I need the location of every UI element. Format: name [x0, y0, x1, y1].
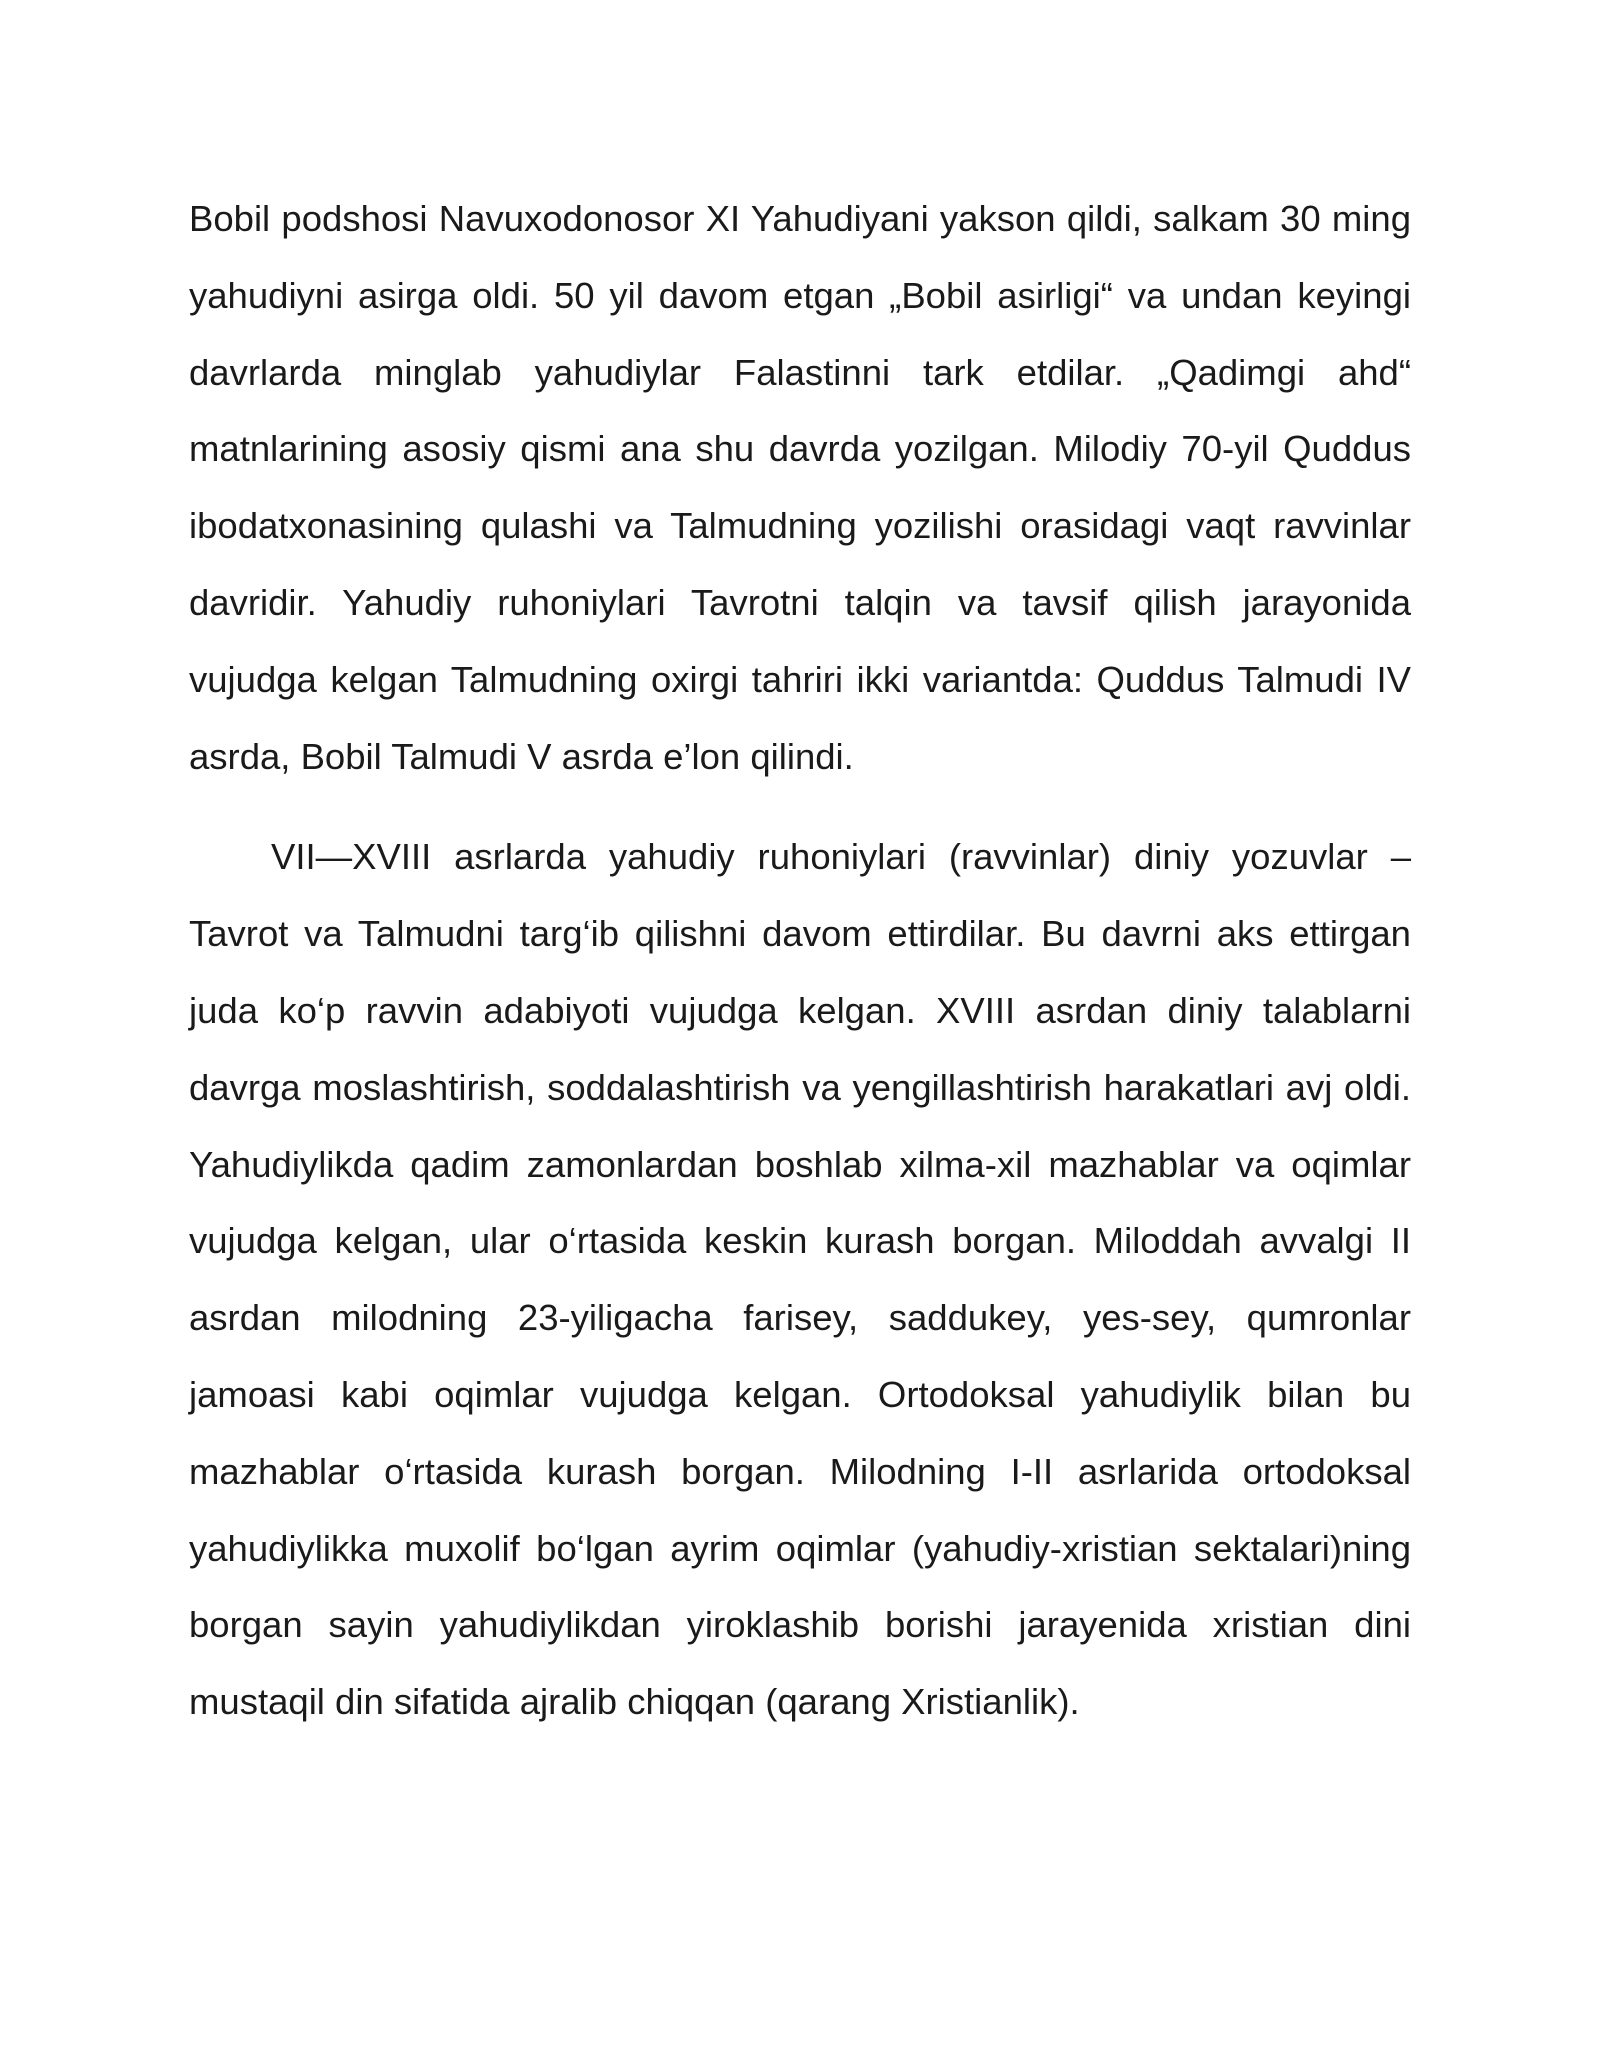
paragraph-rabbinic-period: VII—XVIII asrlarda yahudiy ruhoniylari (ravvinlar) diniy yozuvlar – Tavrot va Talmudni targ‘ib qilishni davom ettirdilar. Bu davrni aks ettirgan juda ko‘p ravvin adabiyoti vujudga kelgan. XVIII asrdan diniy talablarni davrga moslashtirish, soddalashtirish va yengillashtirish harakatlari avj oldi. Yahudiylikda qadim zamonlardan boshlab xilma-xil mazhablar va oqimlar vujudga kelgan, ular o‘rtasida keskin kurash borgan. Miloddah avvalgi II asrdan milodning 23-yiligacha farisey, saddukey, yes-sey, qumronlar jamoasi kabi oqimlar vujudga kelgan. Ortodoksal yahudiylik bilan bu mazhablar o‘rtasida kurash borgan. Milodning I-II asrlarida ortodoksal yahudiylikka muxolif bo‘lgan ayrim oqimlar (yahudiy-xristian sektalari)ning borgan sayin yahudiylikdan yiroklashib borishi jarayenida xristian dini mustaqil din sifatida ajralib chiqqan (qarang Xristianlik). — [189, 836, 1452, 1723]
paragraph-babylonian-captivity: Bobil podshosi Navuxodonosor XI Yahudiyani yakson qildi, salkam 30 ming yahudiyni asirga oldi. 50 yil davom etgan „Bobil asirligi“ va undan keyingi davrlarda minglab yahudiylar Falastinni tark etdilar. „Qadimgi ahd“ matnlarining asosiy qismi ana shu davrda yozilgan. Milodiy 70-yil Quddus ibodatxonasining qulashi va Talmudning yozilishi orasidagi vaqt ravvinlar davridir. Yahudiy ruhoniylari Tavrotni talqin va tavsif qilish jarayonida vujudga kelgan Talmudning oxirgi tahriri ikki variantda: Quddus Talmudi IV asrda, Bobil Talmudi V asrda e’lon qilindi. — [189, 198, 1411, 777]
document-body — [189, 181, 1452, 1741]
